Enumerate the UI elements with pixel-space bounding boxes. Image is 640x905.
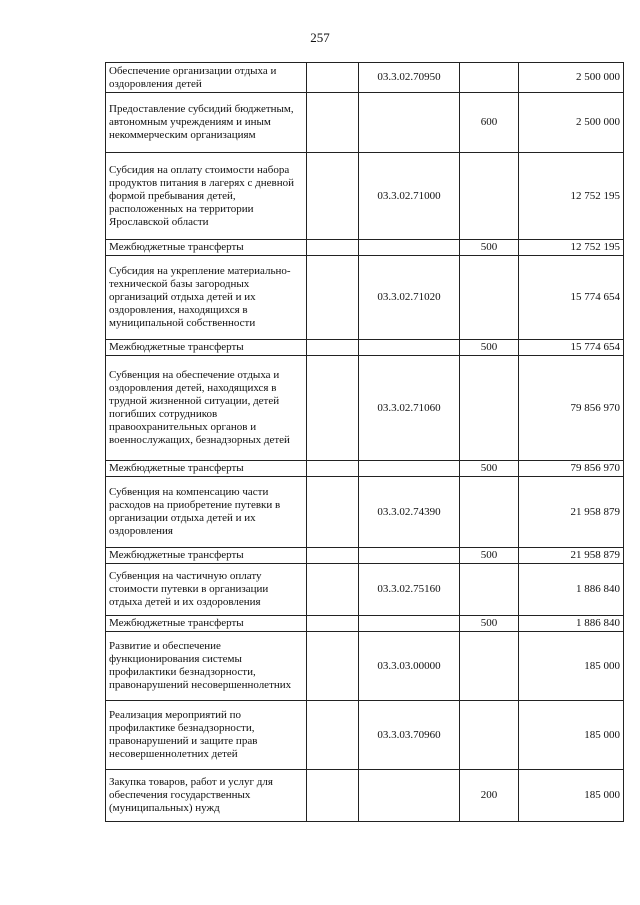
table-row [106, 461, 624, 477]
row-amount: 185 000 [519, 632, 624, 701]
row-code [359, 770, 460, 822]
row-code [359, 461, 460, 477]
table-row [106, 240, 624, 256]
row-code [359, 548, 460, 564]
row-code: 03.3.02.71020 [359, 256, 460, 340]
row-type [460, 356, 519, 461]
row-blank [307, 153, 359, 240]
row-amount: 185 000 [519, 701, 624, 770]
row-type: 600 [460, 93, 519, 153]
budget-table [105, 62, 624, 822]
table-row [106, 770, 624, 822]
row-name: Межбюджетные трансферты [106, 548, 307, 564]
row-blank [307, 63, 359, 93]
row-amount: 2 500 000 [519, 63, 624, 93]
row-blank [307, 340, 359, 356]
table-row [106, 616, 624, 632]
row-type [460, 632, 519, 701]
row-amount: 1 886 840 [519, 616, 624, 632]
row-name: Межбюджетные трансферты [106, 240, 307, 256]
table-row [106, 340, 624, 356]
row-blank [307, 770, 359, 822]
row-name: Развитие и обеспечение функционирования системы профилактики безнадзорности, правонарушений несовершеннолетних [106, 632, 307, 701]
row-name: Субсидия на оплату стоимости набора продуктов питания в лагерях с дневной формой пребывания детей, расположенных на территории Ярославской области [106, 153, 307, 240]
row-blank [307, 548, 359, 564]
table-row [106, 63, 624, 93]
row-name: Межбюджетные трансферты [106, 616, 307, 632]
row-type: 200 [460, 770, 519, 822]
row-code [359, 340, 460, 356]
row-type [460, 701, 519, 770]
table-row [106, 153, 624, 240]
row-name: Предоставление субсидий бюджетным, автономным учреждениям и иным некоммерческим организациям [106, 93, 307, 153]
row-type: 500 [460, 340, 519, 356]
table-row [106, 256, 624, 340]
row-blank [307, 256, 359, 340]
table-row [106, 548, 624, 564]
row-name: Закупка товаров, работ и услуг для обеспечения государственных (муниципальных) нужд [106, 770, 307, 822]
row-name: Субвенция на обеспечение отдыха и оздоровления детей, находящихся в трудной жизненной ситуации, детей погибших сотрудников правоохранительных органов и военнослужащих, безнадзорных детей [106, 356, 307, 461]
row-blank [307, 701, 359, 770]
row-blank [307, 93, 359, 153]
page-number: 257 [310, 30, 330, 45]
row-type [460, 63, 519, 93]
row-amount: 15 774 654 [519, 340, 624, 356]
row-amount: 21 958 879 [519, 548, 624, 564]
row-code: 03.3.02.70950 [359, 63, 460, 93]
table-row [106, 632, 624, 701]
row-code: 03.3.02.71000 [359, 153, 460, 240]
row-blank [307, 632, 359, 701]
row-type [460, 153, 519, 240]
row-amount: 12 752 195 [519, 153, 624, 240]
row-blank [307, 564, 359, 616]
row-type [460, 477, 519, 548]
table-row [106, 564, 624, 616]
row-code: 03.3.03.70960 [359, 701, 460, 770]
row-amount: 185 000 [519, 770, 624, 822]
row-type: 500 [460, 616, 519, 632]
row-type: 500 [460, 461, 519, 477]
table-row [106, 701, 624, 770]
row-name: Субсидия на укрепление материально-технической базы загородных организаций отдыха детей и их оздоровления, находящихся в муниципальной собственности [106, 256, 307, 340]
row-amount: 1 886 840 [519, 564, 624, 616]
row-name: Субвенция на компенсацию части расходов на приобретение путевки в организации отдыха детей и их оздоровления [106, 477, 307, 548]
row-blank [307, 240, 359, 256]
row-amount: 12 752 195 [519, 240, 624, 256]
row-code: 03.3.03.00000 [359, 632, 460, 701]
row-type: 500 [460, 240, 519, 256]
row-blank [307, 461, 359, 477]
row-name: Реализация мероприятий по профилактике безнадзорности, правонарушений и защите прав несовершеннолетних детей [106, 701, 307, 770]
row-amount: 2 500 000 [519, 93, 624, 153]
row-code: 03.3.02.74390 [359, 477, 460, 548]
row-amount: 15 774 654 [519, 256, 624, 340]
row-amount: 79 856 970 [519, 356, 624, 461]
row-code [359, 616, 460, 632]
row-code: 03.3.02.71060 [359, 356, 460, 461]
table-row [106, 477, 624, 548]
row-blank [307, 356, 359, 461]
row-amount: 21 958 879 [519, 477, 624, 548]
row-code [359, 240, 460, 256]
row-code [359, 93, 460, 153]
row-name: Субвенция на частичную оплату стоимости путевки в организации отдыха детей и их оздоровления [106, 564, 307, 616]
row-blank [307, 477, 359, 548]
row-amount: 79 856 970 [519, 461, 624, 477]
table-row [106, 356, 624, 461]
row-name: Межбюджетные трансферты [106, 340, 307, 356]
row-name: Межбюджетные трансферты [106, 461, 307, 477]
row-name: Обеспечение организации отдыха и оздоровления детей [106, 63, 307, 93]
row-type [460, 256, 519, 340]
row-code: 03.3.02.75160 [359, 564, 460, 616]
row-blank [307, 616, 359, 632]
row-type: 500 [460, 548, 519, 564]
table-row [106, 93, 624, 153]
row-type [460, 564, 519, 616]
